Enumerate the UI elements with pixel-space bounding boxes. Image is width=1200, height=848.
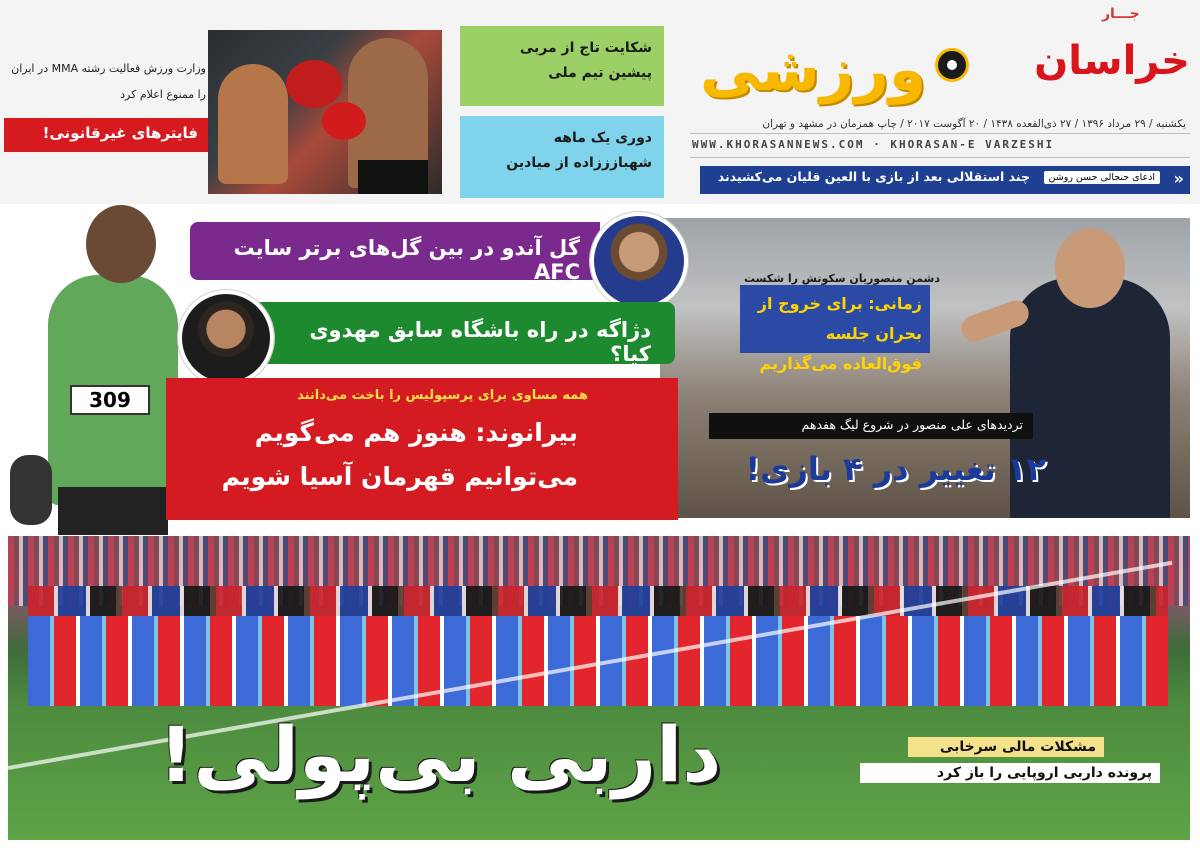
goalkeeper-head xyxy=(86,205,156,283)
fighter-shorts xyxy=(358,160,428,194)
derby-headline[interactable]: داربی بی‌پولی! xyxy=(158,710,722,799)
masthead-divider xyxy=(690,157,1190,158)
anduw-avatar xyxy=(590,212,688,310)
boxing-glove-icon xyxy=(286,60,342,108)
mma-photo[interactable] xyxy=(208,30,442,194)
site-url[interactable]: WWW.KHORASANNEWS.COM · KHORASAN-E VARZESHI xyxy=(692,138,1055,151)
teaser-blue[interactable]: دوری یک ماهه شهبازززاده از میادین xyxy=(460,116,664,198)
manager-headline[interactable]: ۱۲ تغییر در ۴ بازی! xyxy=(745,450,1046,488)
lead-strip[interactable] xyxy=(700,166,1190,194)
beiranvand-panel[interactable] xyxy=(166,378,678,520)
masthead-divider xyxy=(690,133,1190,134)
chevron-double-left-icon: « xyxy=(1173,169,1184,188)
football-icon xyxy=(935,48,969,82)
dezage-banner[interactable]: دژاگه در راه باشگاه سابق مهدوی کیا؟ xyxy=(255,302,675,364)
masthead-title: ورزشی xyxy=(700,35,927,105)
beiranvand-kicker: همه مساوی برای پرسپولیس را باخت می‌دانند xyxy=(297,388,588,403)
beiranvand-headline-line1: بیرانوند: هنوز هم می‌گویم xyxy=(254,418,578,447)
manager-kicker: دشمن منصوریان سکوتش را شکست xyxy=(743,272,940,285)
boxing-glove-icon xyxy=(322,102,366,140)
goalkeeper-shorts xyxy=(58,487,168,535)
date-line: یکشنبه / ۲۹ مرداد ۱۳۹۶ / ۲۷ ذی‌القعده ۱۴۳۸ / ۲۰ آگوست ۲۰۱۷ / چاپ همزمان در مشهد و تهران xyxy=(762,118,1186,130)
mma-headline[interactable]: فایترهای غیرقانونی! xyxy=(4,118,208,152)
manager-head xyxy=(1055,228,1125,308)
dezage-avatar xyxy=(178,290,274,386)
derby-subkicker: پرونده داربی اروپایی را باز کرد xyxy=(860,763,1160,783)
mma-summary: وزارت ورزش فعالیت رشته MMA در ایران را ممنوع اعلام کرد xyxy=(11,62,206,101)
corner-tag: جـــار xyxy=(1102,6,1140,22)
derby-kicker: مشکلات مالی سرخابی xyxy=(908,737,1104,757)
fighter-figure xyxy=(218,64,288,184)
manager-sub-strip: تردیدهای علی منصور در شروع لیگ هفدهم xyxy=(709,413,1033,439)
lead-strip-kicker: ادعای جنجالی حسن روشن xyxy=(1044,171,1160,184)
jersey-sponsor-badge: 309 xyxy=(70,385,150,415)
beiranvand-headline-line2: می‌توانیم قهرمان آسیا شویم xyxy=(221,462,578,491)
masthead-brand: خراسان xyxy=(1034,38,1190,84)
manager-quote[interactable]: زمانی: برای خروج از بحران جلسه فوق‌العاده می‌گذاریم xyxy=(740,285,930,353)
anduw-banner[interactable]: گل آندو در بین گل‌های برتر سایت AFC xyxy=(190,222,600,280)
lead-strip-headline: چند استقلالی بعد از بازی با العین قلیان می‌کشیدند xyxy=(717,169,1030,184)
goalkeeper-glove-icon xyxy=(10,455,52,525)
teaser-green[interactable]: شکایت تاج از مربی پیشین تیم ملی xyxy=(460,26,664,106)
